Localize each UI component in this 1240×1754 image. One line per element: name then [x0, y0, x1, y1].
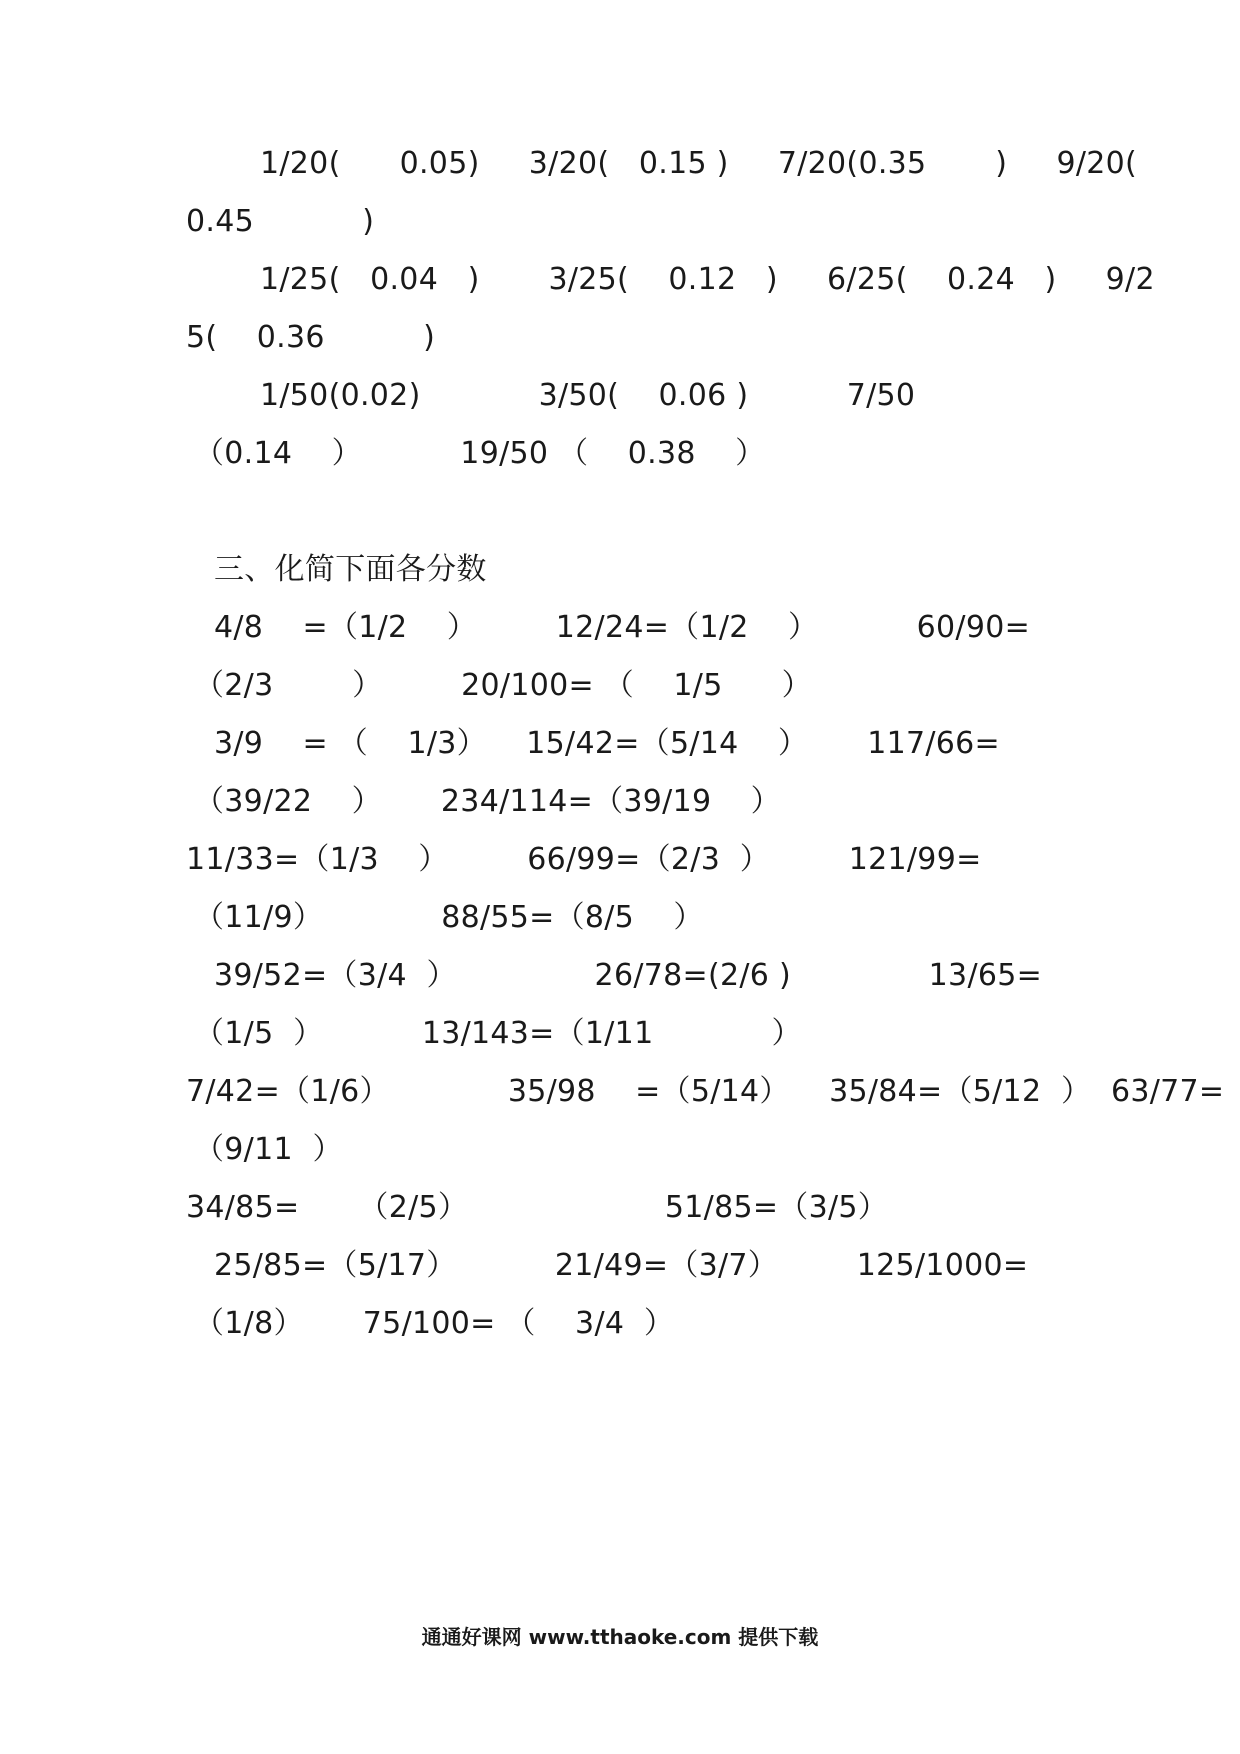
simplify-line: 3/9 = （ 1/3） 15/42=（5/14 ） 117/66=	[214, 726, 1000, 761]
simplify-line: 7/42=（1/6） 35/98 =（5/14） 35/84=（5/12 ） 63/77=	[186, 1074, 1225, 1109]
simplify-line: （9/11 ）	[194, 1132, 343, 1167]
simplify-line: （1/5 ） 13/143=（1/11 ）	[194, 1016, 802, 1051]
simplify-line: 25/85=（5/17） 21/49=（3/7） 125/1000=	[214, 1248, 1029, 1283]
simplify-line: 4/8 =（1/2 ） 12/24=（1/2 ） 60/90=	[214, 610, 1031, 645]
simplify-line: （1/8） 75/100= （ 3/4 ）	[194, 1306, 675, 1341]
fraction-line: 1/25( 0.04 ) 3/25( 0.12 ) 6/25( 0.24 ) 9/2	[260, 262, 1155, 297]
fraction-line: （0.14 ） 19/50 （ 0.38 ）	[194, 436, 766, 471]
simplify-line: 11/33=（1/3 ） 66/99=（2/3 ） 121/99=	[186, 842, 982, 877]
simplify-line: （2/3 ） 20/100= （ 1/5 ）	[194, 668, 812, 703]
simplify-line: 34/85= （2/5） 51/85=（3/5）	[186, 1190, 889, 1225]
fraction-line: 1/20( 0.05) 3/20( 0.15 ) 7/20(0.35 ) 9/20(	[260, 146, 1138, 181]
footer-source-text: 通通好课网 www.tthaoke.com 提供下载	[421, 1625, 819, 1649]
fraction-line: 5( 0.36 )	[186, 320, 436, 355]
simplify-line: 39/52=（3/4 ） 26/78=(2/6 ) 13/65=	[214, 958, 1043, 993]
fraction-line: 0.45 )	[186, 204, 375, 239]
fraction-line: 1/50(0.02) 3/50( 0.06 ) 7/50	[260, 378, 916, 413]
section-heading: 三、化简下面各分数	[214, 552, 487, 587]
simplify-line: （11/9） 88/55=（8/5 ）	[194, 900, 704, 935]
simplify-line: （39/22 ） 234/114=（39/19 ）	[194, 784, 781, 819]
